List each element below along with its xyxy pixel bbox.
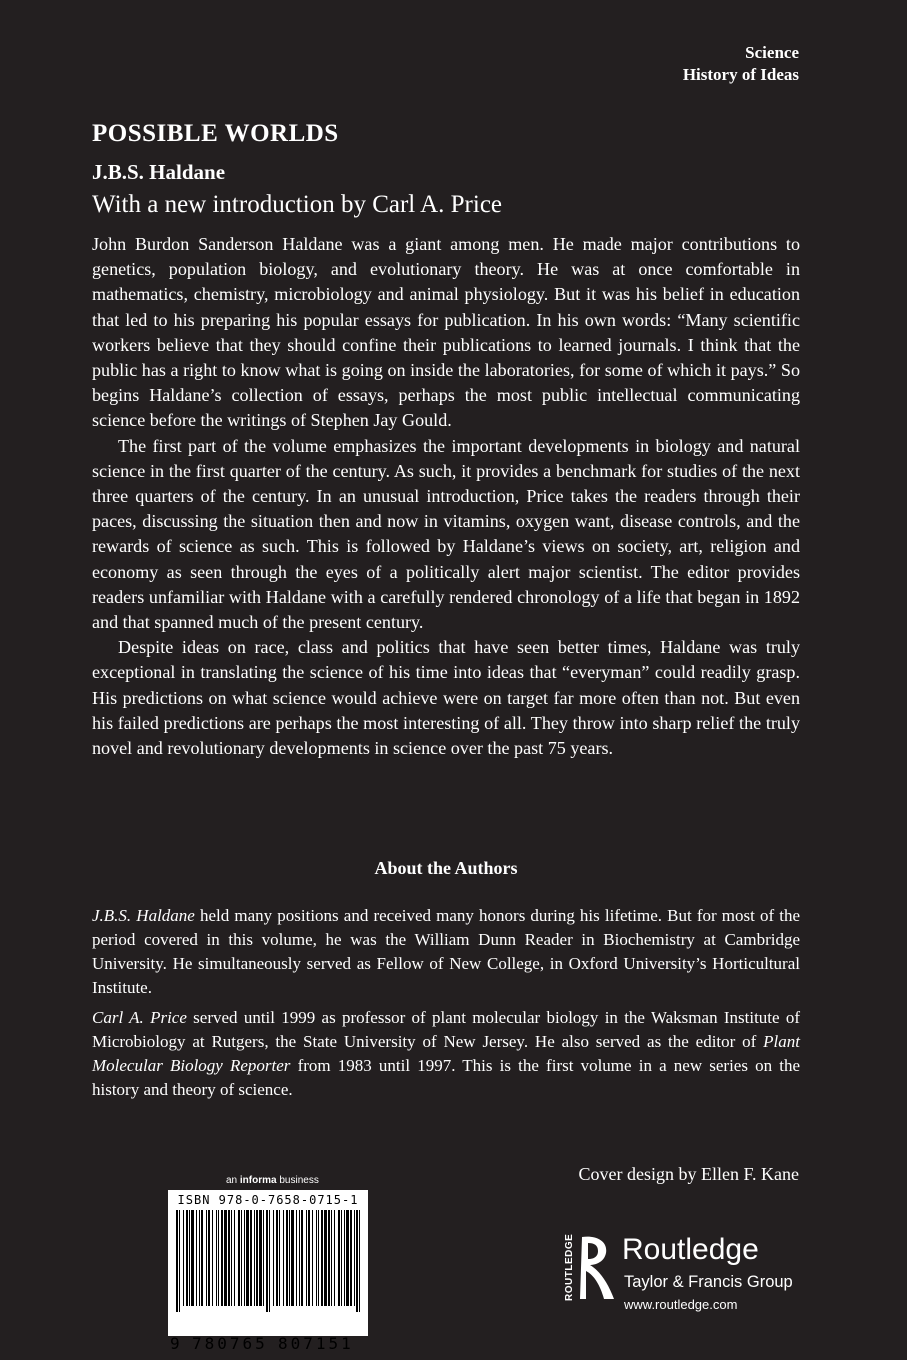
barcode-bar — [256, 1210, 258, 1306]
barcode-bar — [324, 1210, 327, 1306]
bio-price-text-2: from 1983 until 1997. This is the first volume in a new series on the history and theory of science. — [92, 1056, 801, 1099]
barcode-bar — [241, 1210, 242, 1306]
barcode-bar — [266, 1210, 268, 1312]
barcode-bar — [273, 1210, 274, 1306]
publisher-url: www.routledge.com — [624, 1297, 738, 1312]
blurb-paragraph-3: Despite ideas on race, class and politics that have seen better times, Haldane was truly exceptional in translating the science of his time into ideas that “everyman” could readily grasp. His predictions on what science would achieve were on target far more often than not. But even his failed predictions are perhaps the most interesting of all. They throw into sharp relief the truly novel and revolutionary developments in science over the past 75 years. — [92, 637, 800, 759]
barcode-bar — [276, 1210, 278, 1306]
barcode-digit-first: 9 — [170, 1334, 180, 1353]
barcode-bar — [331, 1210, 332, 1306]
category-labels — [683, 42, 799, 86]
barcode-bar — [301, 1210, 303, 1306]
barcode-bar — [191, 1210, 194, 1306]
barcode-bars — [176, 1210, 360, 1312]
publisher-group: Taylor & Francis Group — [624, 1273, 793, 1291]
bio-price — [92, 1006, 800, 1102]
barcode-bar — [246, 1210, 249, 1306]
informa-tagline — [226, 1175, 319, 1186]
barcode-bar — [296, 1210, 297, 1306]
barcode-bar — [279, 1210, 280, 1306]
barcode-bar — [228, 1210, 230, 1306]
barcode-bar — [259, 1210, 262, 1306]
barcode-bar — [308, 1210, 310, 1306]
category-history-of-ideas: History of Ideas — [682, 65, 799, 84]
barcode-bar — [334, 1210, 335, 1306]
barcode-bar — [212, 1210, 213, 1306]
barcode-bar — [206, 1210, 207, 1306]
barcode-bar — [244, 1210, 245, 1306]
publisher-logo — [564, 1233, 804, 1323]
informa-brand: informa — [239, 1175, 277, 1186]
barcode-bar — [312, 1210, 313, 1306]
barcode-bar — [350, 1210, 352, 1306]
bio-haldane-text: held many positions and received many honors during his lifetime. But for most of the period covered in this volume, he was the William Dunn Reader in Biochemistry at Cambridge University. He simultaneously served as Fellow of New College, in Oxford University’s Horticultural Institute. — [92, 906, 801, 997]
barcode-bar — [224, 1210, 227, 1306]
barcode-bar — [356, 1210, 358, 1312]
barcode-bar — [291, 1210, 294, 1306]
barcode-bar — [234, 1210, 235, 1306]
barcode-bar — [318, 1210, 319, 1306]
isbn-label: ISBN 978-0-7658-0715-1 — [177, 1193, 359, 1207]
barcode-bar — [208, 1210, 210, 1306]
barcode-bar — [183, 1210, 184, 1306]
barcode-bar — [216, 1210, 217, 1306]
barcode-bar — [328, 1210, 330, 1306]
barcode-bar — [189, 1210, 190, 1306]
bio-price-text-1: served until 1999 as professor of plant molecular biology in the Waksman Institute of Microbiology at Rutgers, the State University of New Jersey. He also served as the editor of — [92, 1008, 800, 1051]
publisher-name: Routledge — [622, 1233, 759, 1266]
bio-price-journal: Plant Molecular Biology Reporter — [92, 1032, 800, 1075]
routledge-mark-icon — [578, 1233, 620, 1301]
barcode-bar — [231, 1210, 232, 1306]
barcode-bar — [186, 1210, 188, 1306]
barcode-bar — [218, 1210, 219, 1306]
barcode-bar — [344, 1210, 345, 1306]
barcode-bar — [201, 1210, 203, 1306]
bio-haldane-name: J.B.S. Haldane — [92, 906, 195, 925]
barcode-bar — [283, 1210, 284, 1306]
barcode-bar — [238, 1210, 240, 1306]
blurb — [92, 232, 800, 761]
publisher-vertical-wordmark: ROUTLEDGE — [564, 1233, 575, 1301]
barcode-bar — [199, 1210, 200, 1306]
barcode-bar — [321, 1210, 323, 1306]
informa-prefix: an — [226, 1175, 240, 1186]
barcode-bar — [176, 1210, 178, 1312]
barcode-bar — [341, 1210, 342, 1306]
blurb-paragraph-1: John Burdon Sanderson Haldane was a giant among men. He made major contributions to genetics, population biology, and evolutionary theory. He was at once comfortable in mathematics, chemistry, microbiology and animal physiology. But it was his belief in education that led to his preparing his popular essays for publication. In his own words: “Many scientific workers believe that they should confine their publications to learned journals. I think that the public has a right to know what is going on inside the laboratories, for some of which it pays.” So begins Haldane’s collection of essays, perhaps the most public intellectual communicating science before the writings of Stephen Jay Gould. — [92, 234, 800, 431]
barcode-bar — [346, 1210, 349, 1306]
barcode-bar — [250, 1210, 252, 1306]
barcode-bar — [338, 1210, 340, 1306]
barcode-bar — [286, 1210, 288, 1306]
barcode-bar — [354, 1210, 355, 1306]
book-author: J.B.S. Haldane — [92, 160, 226, 184]
barcode-bar — [299, 1210, 300, 1306]
barcode-bar — [289, 1210, 290, 1306]
informa-suffix: business — [276, 1175, 319, 1186]
barcode — [168, 1190, 368, 1353]
barcode-digits-left: 780765 — [192, 1334, 268, 1353]
book-title: POSSIBLE WORLDS — [92, 120, 339, 147]
introduction-credit: With a new introduction by Carl A. Price — [92, 191, 503, 218]
barcode-bar — [221, 1210, 223, 1306]
barcode-bar — [179, 1210, 180, 1312]
about-authors-heading: About the Authors — [374, 858, 518, 878]
barcode-bar — [254, 1210, 255, 1306]
barcode-digits-right: 807151 — [278, 1334, 354, 1353]
barcode-bar — [196, 1210, 197, 1306]
barcode-bar — [359, 1210, 360, 1312]
category-science: Science — [745, 43, 799, 62]
blurb-paragraph-2: The first part of the volume emphasizes the important developments in biology and natural science in the first quarter of the century. As such, it provides a benchmark for studies of the next three quarters of the century. In an unusual introduction, Price takes the readers through their paces, discussing the situation then and now in vitamins, oxygen want, disease controls, and the rewards of science as such. This is followed by Haldane’s views on society, art, religion and economy as seen through the eyes of a politically alert major scientist. The editor provides readers unfamiliar with Haldane with a carefully rendered chronology of a life that began in 1892 and that spanned much of the present century. — [92, 435, 800, 633]
bio-price-name: Carl A. Price — [92, 1008, 187, 1027]
barcode-bar — [306, 1210, 307, 1306]
author-bios — [92, 904, 800, 1108]
barcode-bar — [263, 1210, 264, 1306]
bio-haldane — [92, 904, 800, 1000]
cover-credit: Cover design by Ellen F. Kane — [578, 1164, 799, 1184]
barcode-bar — [269, 1210, 270, 1312]
barcode-bar — [316, 1210, 317, 1306]
